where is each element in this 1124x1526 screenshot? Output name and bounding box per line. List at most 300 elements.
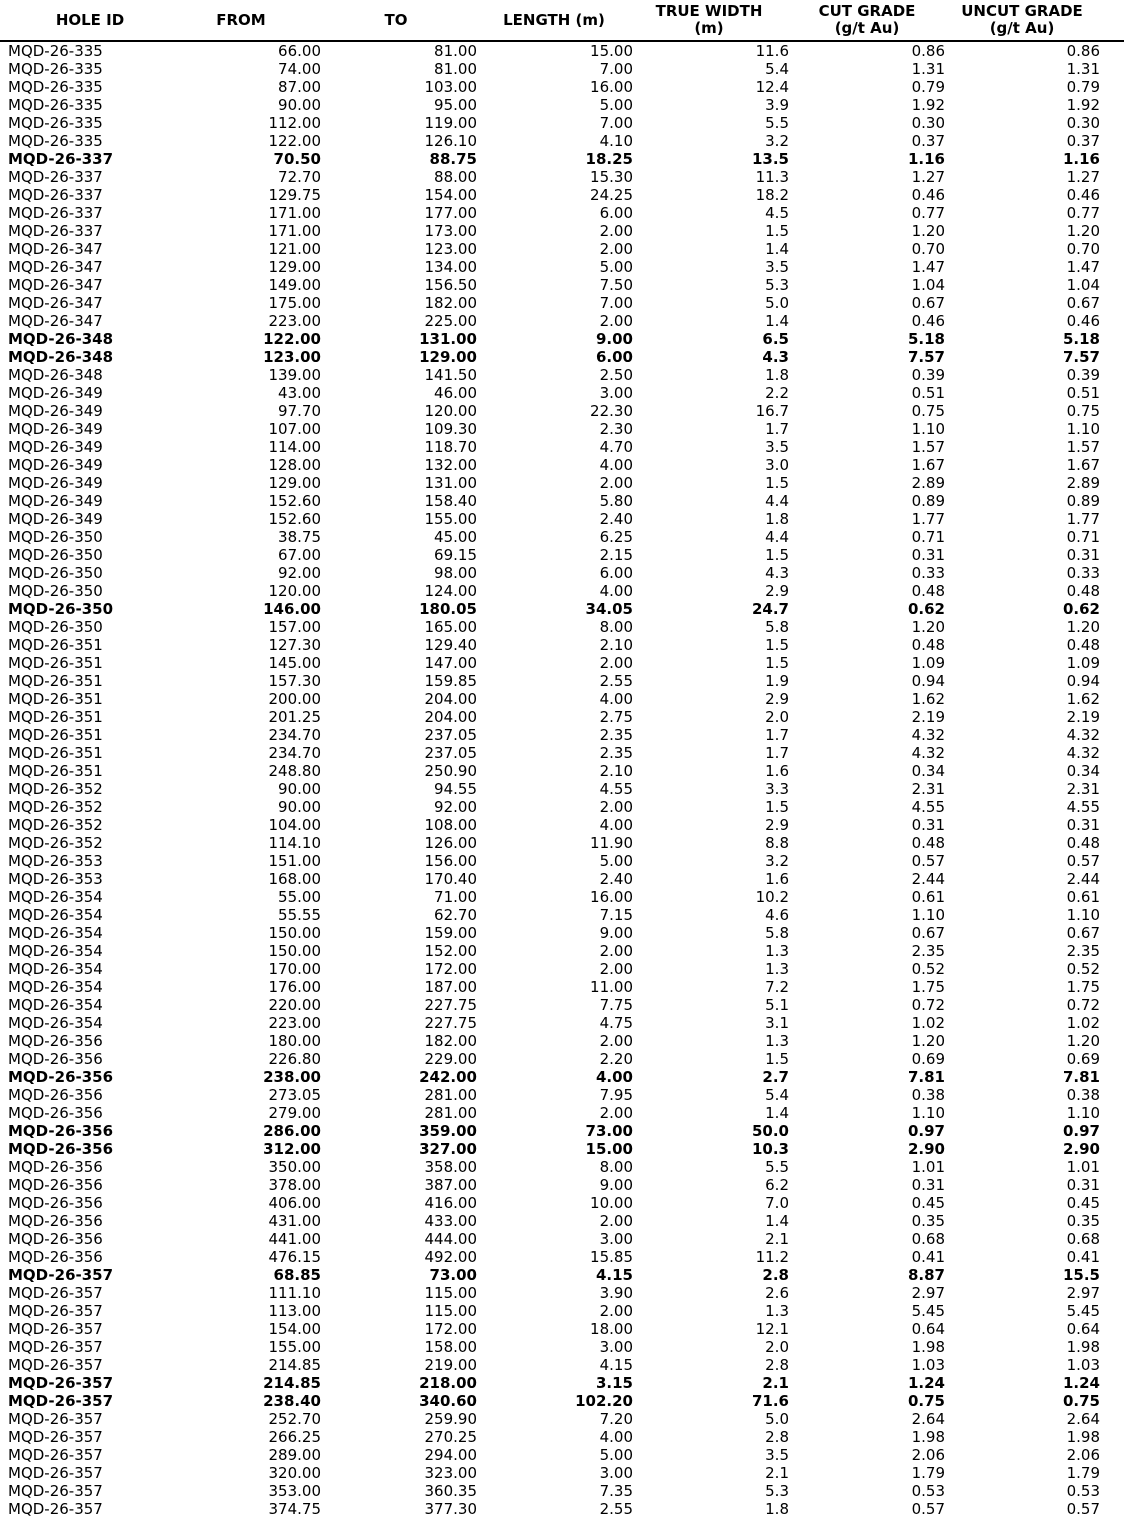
cell-to: 158.40 (424, 492, 477, 510)
cell-hole-id: MQD-26-357 (8, 1320, 103, 1338)
table-row (0, 780, 1124, 798)
table-row (0, 852, 1124, 870)
cell-hole-id: MQD-26-350 (8, 582, 103, 600)
cell-uncut-grade: 0.53 (1066, 1482, 1100, 1500)
cell-hole-id: MQD-26-354 (8, 996, 103, 1014)
cell-hole-id: MQD-26-352 (8, 780, 103, 798)
cell-uncut-grade: 0.62 (1062, 600, 1100, 618)
cell-to: 387.00 (424, 1176, 477, 1194)
cell-to: 134.00 (424, 258, 477, 276)
cell-hole-id: MQD-26-350 (8, 528, 103, 546)
cell-to: 152.00 (424, 942, 477, 960)
cell-true-width: 3.9 (765, 96, 789, 114)
cell-from: 90.00 (278, 96, 321, 114)
cell-from: 273.05 (268, 1086, 321, 1104)
cell-length: 2.55 (599, 672, 633, 690)
cell-length: 2.00 (599, 654, 633, 672)
cell-cut-grade: 0.75 (907, 1392, 945, 1410)
cell-hole-id: MQD-26-337 (8, 186, 103, 204)
cell-uncut-grade: 1.62 (1066, 690, 1100, 708)
cell-length: 22.30 (590, 402, 633, 420)
table-row (0, 60, 1124, 78)
cell-hole-id: MQD-26-349 (8, 510, 103, 528)
cell-uncut-grade: 0.61 (1066, 888, 1100, 906)
cell-to: 46.00 (434, 384, 477, 402)
cell-cut-grade: 2.31 (911, 780, 945, 798)
cell-uncut-grade: 0.38 (1066, 1086, 1100, 1104)
table-row (0, 870, 1124, 888)
cell-from: 214.85 (263, 1374, 321, 1392)
cell-from: 151.00 (268, 852, 321, 870)
cell-uncut-grade: 2.44 (1066, 870, 1100, 888)
cell-uncut-grade: 0.31 (1066, 546, 1100, 564)
cell-uncut-grade: 1.57 (1066, 438, 1100, 456)
cell-true-width: 5.5 (765, 1158, 789, 1176)
cell-hole-id: MQD-26-349 (8, 456, 103, 474)
cell-to: 250.90 (424, 762, 477, 780)
cell-to: 115.00 (424, 1284, 477, 1302)
cell-cut-grade: 0.75 (911, 402, 945, 420)
cell-true-width: 1.4 (765, 1104, 789, 1122)
cell-true-width: 3.3 (765, 780, 789, 798)
cell-uncut-grade: 2.35 (1066, 942, 1100, 960)
table-row (0, 1500, 1124, 1518)
table-row (0, 402, 1124, 420)
cell-uncut-grade: 0.48 (1066, 582, 1100, 600)
cell-length: 11.00 (590, 978, 633, 996)
cell-hole-id: MQD-26-337 (8, 204, 103, 222)
cell-cut-grade: 0.48 (911, 834, 945, 852)
cell-hole-id: MQD-26-347 (8, 240, 103, 258)
cell-from: 279.00 (268, 1104, 321, 1122)
table-row (0, 186, 1124, 204)
cell-true-width: 3.2 (765, 852, 789, 870)
cell-true-width: 8.8 (765, 834, 789, 852)
cell-to: 182.00 (424, 294, 477, 312)
cell-cut-grade: 2.97 (911, 1284, 945, 1302)
cell-from: 129.75 (268, 186, 321, 204)
cell-length: 15.00 (590, 42, 633, 60)
cell-true-width: 2.8 (765, 1428, 789, 1446)
cell-uncut-grade: 2.89 (1066, 474, 1100, 492)
cell-to: 433.00 (424, 1212, 477, 1230)
cell-from: 127.30 (268, 636, 321, 654)
cell-length: 2.35 (599, 744, 633, 762)
cell-true-width: 5.8 (765, 924, 789, 942)
cell-from: 266.25 (268, 1428, 321, 1446)
cell-true-width: 1.3 (765, 1302, 789, 1320)
cell-from: 226.80 (268, 1050, 321, 1068)
cell-to: 126.00 (424, 834, 477, 852)
cell-cut-grade: 0.72 (911, 996, 945, 1014)
cell-hole-id: MQD-26-357 (8, 1482, 103, 1500)
cell-true-width: 2.9 (765, 816, 789, 834)
cell-to: 323.00 (424, 1464, 477, 1482)
table-row (0, 546, 1124, 564)
cell-cut-grade: 0.46 (911, 186, 945, 204)
cell-length: 5.00 (599, 96, 633, 114)
cell-hole-id: MQD-26-337 (8, 168, 103, 186)
cell-uncut-grade: 1.20 (1066, 1032, 1100, 1050)
cell-uncut-grade: 0.35 (1066, 1212, 1100, 1230)
cell-true-width: 5.0 (765, 294, 789, 312)
cell-length: 3.00 (599, 1464, 633, 1482)
cell-to: 120.00 (424, 402, 477, 420)
cell-from: 87.00 (278, 78, 321, 96)
cell-to: 98.00 (434, 564, 477, 582)
cell-cut-grade: 4.55 (911, 798, 945, 816)
cell-to: 62.70 (434, 906, 477, 924)
cell-from: 55.55 (278, 906, 321, 924)
cell-uncut-grade: 0.46 (1066, 186, 1100, 204)
cell-hole-id: MQD-26-357 (8, 1410, 103, 1428)
cell-cut-grade: 1.31 (911, 60, 945, 78)
cell-uncut-grade: 0.67 (1066, 294, 1100, 312)
cell-length: 2.50 (599, 366, 633, 384)
cell-from: 92.00 (278, 564, 321, 582)
cell-length: 2.00 (599, 798, 633, 816)
cell-true-width: 5.3 (765, 1482, 789, 1500)
cell-uncut-grade: 0.34 (1066, 762, 1100, 780)
table-row (0, 1248, 1124, 1266)
cell-length: 16.00 (590, 888, 633, 906)
cell-to: 182.00 (424, 1032, 477, 1050)
cell-uncut-grade: 1.02 (1066, 1014, 1100, 1032)
cell-from: 67.00 (278, 546, 321, 564)
cell-true-width: 18.2 (755, 186, 789, 204)
cell-hole-id: MQD-26-351 (8, 744, 103, 762)
cell-from: 123.00 (263, 348, 321, 366)
cell-from: 252.70 (268, 1410, 321, 1428)
cell-from: 145.00 (268, 654, 321, 672)
cell-to: 227.75 (424, 1014, 477, 1032)
cell-true-width: 3.5 (765, 258, 789, 276)
cell-true-width: 1.5 (765, 546, 789, 564)
cell-hole-id: MQD-26-352 (8, 834, 103, 852)
cell-to: 118.70 (424, 438, 477, 456)
cell-cut-grade: 0.71 (911, 528, 945, 546)
cell-true-width: 4.5 (765, 204, 789, 222)
cell-uncut-grade: 2.19 (1066, 708, 1100, 726)
cell-length: 4.55 (599, 780, 633, 798)
cell-hole-id: MQD-26-348 (8, 366, 103, 384)
cell-hole-id: MQD-26-351 (8, 690, 103, 708)
table-row (0, 510, 1124, 528)
table-row (0, 978, 1124, 996)
cell-uncut-grade: 0.94 (1066, 672, 1100, 690)
cell-true-width: 12.4 (755, 78, 789, 96)
cell-length: 2.00 (599, 240, 633, 258)
cell-cut-grade: 0.94 (911, 672, 945, 690)
cell-to: 416.00 (424, 1194, 477, 1212)
cell-to: 88.75 (429, 150, 477, 168)
cell-uncut-grade: 15.5 (1062, 1266, 1100, 1284)
table-row (0, 600, 1124, 618)
cell-true-width: 1.7 (765, 420, 789, 438)
cell-length: 2.30 (599, 420, 633, 438)
cell-from: 139.00 (268, 366, 321, 384)
cell-cut-grade: 0.53 (911, 1482, 945, 1500)
cell-uncut-grade: 0.48 (1066, 834, 1100, 852)
cell-from: 72.70 (278, 168, 321, 186)
cell-from: 146.00 (263, 600, 321, 618)
cell-true-width: 1.4 (765, 312, 789, 330)
cell-cut-grade: 0.64 (911, 1320, 945, 1338)
cell-uncut-grade: 0.30 (1066, 114, 1100, 132)
cell-to: 327.00 (419, 1140, 477, 1158)
cell-true-width: 2.0 (765, 708, 789, 726)
cell-from: 55.00 (278, 888, 321, 906)
cell-cut-grade: 1.62 (911, 690, 945, 708)
cell-to: 155.00 (424, 510, 477, 528)
table-row (0, 330, 1124, 348)
cell-length: 7.50 (599, 276, 633, 294)
cell-from: 43.00 (278, 384, 321, 402)
cell-length: 9.00 (599, 924, 633, 942)
cell-uncut-grade: 1.10 (1066, 1104, 1100, 1122)
cell-true-width: 4.6 (765, 906, 789, 924)
cell-cut-grade: 0.39 (911, 366, 945, 384)
cell-to: 359.00 (419, 1122, 477, 1140)
table-row (0, 1032, 1124, 1050)
cell-uncut-grade: 0.41 (1066, 1248, 1100, 1266)
cell-length: 34.05 (585, 600, 633, 618)
cell-cut-grade: 1.02 (911, 1014, 945, 1032)
cell-true-width: 3.5 (765, 438, 789, 456)
cell-to: 81.00 (434, 60, 477, 78)
cell-true-width: 2.1 (765, 1230, 789, 1248)
cell-cut-grade: 1.47 (911, 258, 945, 276)
table-row (0, 42, 1124, 60)
cell-cut-grade: 0.35 (911, 1212, 945, 1230)
cell-hole-id: MQD-26-335 (8, 114, 103, 132)
table-row (0, 420, 1124, 438)
cell-length: 2.00 (599, 1104, 633, 1122)
cell-length: 7.15 (599, 906, 633, 924)
cell-hole-id: MQD-26-354 (8, 906, 103, 924)
cell-uncut-grade: 0.57 (1066, 852, 1100, 870)
cell-uncut-grade: 0.48 (1066, 636, 1100, 654)
cell-hole-id: MQD-26-352 (8, 816, 103, 834)
cell-cut-grade: 0.31 (911, 1176, 945, 1194)
cell-length: 2.55 (599, 1500, 633, 1518)
cell-true-width: 2.8 (765, 1356, 789, 1374)
cell-hole-id: MQD-26-354 (8, 942, 103, 960)
cell-to: 92.00 (434, 798, 477, 816)
cell-length: 73.00 (585, 1122, 633, 1140)
cell-true-width: 2.7 (762, 1068, 789, 1086)
cell-cut-grade: 0.68 (911, 1230, 945, 1248)
cell-to: 444.00 (424, 1230, 477, 1248)
cell-uncut-grade: 0.64 (1066, 1320, 1100, 1338)
cell-hole-id: MQD-26-347 (8, 312, 103, 330)
cell-from: 431.00 (268, 1212, 321, 1230)
cell-cut-grade: 0.86 (911, 42, 945, 60)
cell-length: 2.40 (599, 510, 633, 528)
cell-true-width: 4.3 (762, 348, 789, 366)
cell-true-width: 11.3 (755, 168, 789, 186)
cell-true-width: 5.8 (765, 618, 789, 636)
table-row (0, 294, 1124, 312)
table-row (0, 834, 1124, 852)
cell-true-width: 1.6 (765, 762, 789, 780)
cell-from: 200.00 (268, 690, 321, 708)
cell-uncut-grade: 0.46 (1066, 312, 1100, 330)
cell-from: 113.00 (268, 1302, 321, 1320)
cell-to: 141.50 (424, 366, 477, 384)
cell-to: 69.15 (434, 546, 477, 564)
table-row (0, 1104, 1124, 1122)
cell-from: 157.30 (268, 672, 321, 690)
cell-from: 90.00 (278, 798, 321, 816)
cell-hole-id: MQD-26-357 (8, 1464, 103, 1482)
cell-length: 15.30 (590, 168, 633, 186)
cell-uncut-grade: 5.45 (1066, 1302, 1100, 1320)
cell-cut-grade: 0.41 (911, 1248, 945, 1266)
table-row (0, 906, 1124, 924)
cell-from: 223.00 (268, 1014, 321, 1032)
cell-to: 45.00 (434, 528, 477, 546)
cell-length: 5.00 (599, 1446, 633, 1464)
table-row (0, 96, 1124, 114)
cell-from: 129.00 (268, 474, 321, 492)
cell-cut-grade: 4.32 (911, 726, 945, 744)
table-row (0, 276, 1124, 294)
cell-uncut-grade: 7.81 (1062, 1068, 1100, 1086)
cell-length: 16.00 (590, 78, 633, 96)
cell-from: 111.10 (268, 1284, 321, 1302)
cell-cut-grade: 0.67 (911, 294, 945, 312)
cell-hole-id: MQD-26-356 (8, 1230, 103, 1248)
cell-hole-id: MQD-26-356 (8, 1176, 103, 1194)
cell-uncut-grade: 0.37 (1066, 132, 1100, 150)
cell-length: 4.00 (599, 1428, 633, 1446)
cell-uncut-grade: 0.33 (1066, 564, 1100, 582)
cell-true-width: 5.4 (765, 1086, 789, 1104)
cell-hole-id: MQD-26-347 (8, 294, 103, 312)
cell-from: 122.00 (268, 132, 321, 150)
cell-length: 4.10 (599, 132, 633, 150)
cell-length: 2.40 (599, 870, 633, 888)
cell-cut-grade: 0.61 (911, 888, 945, 906)
cell-uncut-grade: 4.55 (1066, 798, 1100, 816)
cell-length: 102.20 (575, 1392, 633, 1410)
cell-length: 2.15 (599, 546, 633, 564)
cell-to: 154.00 (424, 186, 477, 204)
cell-cut-grade: 1.98 (911, 1338, 945, 1356)
table-row (0, 798, 1124, 816)
cell-length: 7.35 (599, 1482, 633, 1500)
cell-hole-id: MQD-26-357 (8, 1374, 114, 1392)
cell-to: 358.00 (424, 1158, 477, 1176)
cell-from: 201.25 (268, 708, 321, 726)
cell-true-width: 71.6 (751, 1392, 789, 1410)
cell-to: 131.00 (424, 474, 477, 492)
cell-true-width: 50.0 (751, 1122, 789, 1140)
cell-hole-id: MQD-26-349 (8, 438, 103, 456)
table-row (0, 456, 1124, 474)
cell-uncut-grade: 4.32 (1066, 726, 1100, 744)
cell-to: 492.00 (424, 1248, 477, 1266)
cell-true-width: 5.0 (765, 1410, 789, 1428)
cell-to: 259.90 (424, 1410, 477, 1428)
table-row (0, 1122, 1124, 1140)
cell-from: 171.00 (268, 204, 321, 222)
cell-cut-grade: 0.48 (911, 636, 945, 654)
cell-length: 4.00 (599, 582, 633, 600)
cell-uncut-grade: 1.98 (1066, 1338, 1100, 1356)
cell-hole-id: MQD-26-354 (8, 888, 103, 906)
table-row (0, 960, 1124, 978)
cell-to: 204.00 (424, 708, 477, 726)
table-body (0, 42, 1124, 1518)
cell-uncut-grade: 1.98 (1066, 1428, 1100, 1446)
cell-true-width: 10.2 (755, 888, 789, 906)
table-row (0, 222, 1124, 240)
cell-length: 2.20 (599, 1050, 633, 1068)
cell-cut-grade: 1.10 (911, 420, 945, 438)
table-row (0, 942, 1124, 960)
cell-cut-grade: 0.45 (911, 1194, 945, 1212)
cell-hole-id: MQD-26-351 (8, 654, 103, 672)
table-row (0, 78, 1124, 96)
cell-to: 129.40 (424, 636, 477, 654)
cell-uncut-grade: 1.27 (1066, 168, 1100, 186)
cell-to: 360.35 (424, 1482, 477, 1500)
cell-uncut-grade: 1.16 (1062, 150, 1100, 168)
cell-true-width: 1.8 (765, 1500, 789, 1518)
cell-uncut-grade: 7.57 (1062, 348, 1100, 366)
cell-true-width: 2.2 (765, 384, 789, 402)
cell-hole-id: MQD-26-356 (8, 1104, 103, 1122)
cell-to: 294.00 (424, 1446, 477, 1464)
cell-true-width: 12.1 (755, 1320, 789, 1338)
cell-from: 170.00 (268, 960, 321, 978)
table-row (0, 150, 1124, 168)
cell-uncut-grade: 1.20 (1066, 618, 1100, 636)
cell-length: 7.00 (599, 60, 633, 78)
cell-cut-grade: 4.32 (911, 744, 945, 762)
cell-hole-id: MQD-26-356 (8, 1122, 114, 1140)
cell-cut-grade: 1.04 (911, 276, 945, 294)
cell-length: 8.00 (599, 1158, 633, 1176)
cell-hole-id: MQD-26-348 (8, 348, 114, 366)
cell-to: 377.30 (424, 1500, 477, 1518)
cell-hole-id: MQD-26-356 (8, 1248, 103, 1266)
cell-uncut-grade: 0.31 (1066, 1176, 1100, 1194)
table-row (0, 312, 1124, 330)
cell-true-width: 4.4 (765, 528, 789, 546)
cell-uncut-grade: 1.79 (1066, 1464, 1100, 1482)
cell-cut-grade: 1.20 (911, 222, 945, 240)
cell-cut-grade: 2.64 (911, 1410, 945, 1428)
cell-cut-grade: 1.24 (907, 1374, 945, 1392)
cell-true-width: 5.4 (765, 60, 789, 78)
cell-hole-id: MQD-26-349 (8, 384, 103, 402)
cell-length: 18.00 (590, 1320, 633, 1338)
cell-to: 172.00 (424, 1320, 477, 1338)
table-row (0, 1320, 1124, 1338)
cell-length: 3.00 (599, 1338, 633, 1356)
cell-hole-id: MQD-26-357 (8, 1356, 103, 1374)
cell-to: 165.00 (424, 618, 477, 636)
cell-uncut-grade: 2.90 (1062, 1140, 1100, 1158)
cell-hole-id: MQD-26-335 (8, 96, 103, 114)
cell-to: 131.00 (419, 330, 477, 348)
cell-true-width: 13.5 (751, 150, 789, 168)
cell-uncut-grade: 1.24 (1062, 1374, 1100, 1392)
cell-hole-id: MQD-26-357 (8, 1284, 103, 1302)
